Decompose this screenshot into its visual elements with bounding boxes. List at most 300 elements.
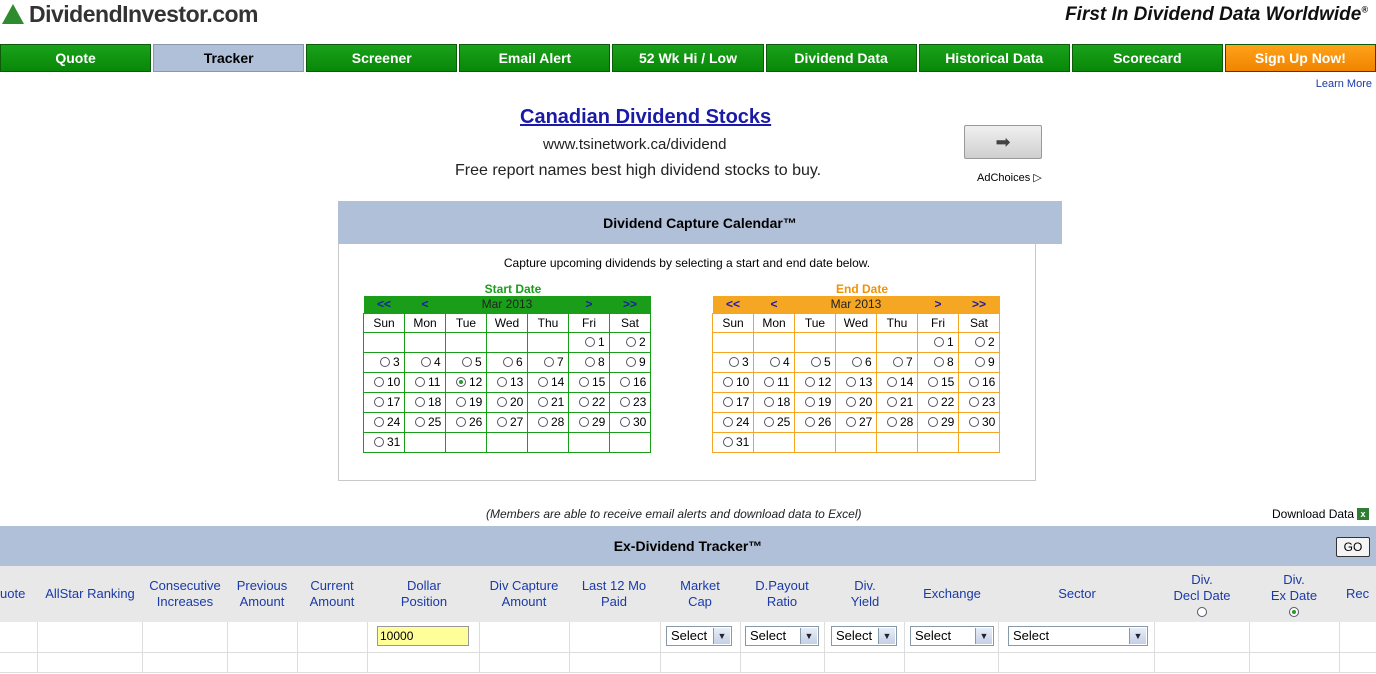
day-number: 17 <box>736 395 750 410</box>
calendar-day[interactable] <box>795 412 836 432</box>
day-radio[interactable] <box>723 437 733 447</box>
day-number: 9 <box>988 355 995 370</box>
calendar-day[interactable] <box>528 372 569 392</box>
capture-calendar-title: Dividend Capture Calendar™ <box>338 201 1062 244</box>
end-date-calendar <box>712 296 1000 453</box>
day-number: 19 <box>818 395 832 410</box>
day-number: 2 <box>639 335 646 350</box>
dow-tue: Tue <box>446 313 487 332</box>
calendar-day[interactable] <box>569 372 610 392</box>
main-nav <box>0 44 1376 72</box>
day-number: 31 <box>736 435 750 450</box>
day-number: 29 <box>592 415 606 430</box>
day-number: 12 <box>469 375 483 390</box>
day-radio[interactable] <box>969 397 979 407</box>
select-value: Select <box>1013 628 1050 643</box>
calendar-day[interactable] <box>405 392 446 412</box>
ex-date-sort-radio[interactable] <box>1289 607 1299 617</box>
ad-url[interactable]: www.tsinetwork.ca/dividend <box>543 136 727 153</box>
day-radio[interactable] <box>415 397 425 407</box>
calendar-day[interactable] <box>836 372 877 392</box>
col-previous-amount[interactable]: Previous Amount <box>236 578 288 609</box>
prev-month-button[interactable]: < <box>754 296 795 313</box>
day-number: 29 <box>941 415 955 430</box>
day-number: 18 <box>777 395 791 410</box>
day-radio[interactable] <box>811 357 821 367</box>
day-radio[interactable] <box>729 357 739 367</box>
calendar-day[interactable] <box>918 392 959 412</box>
chevron-down-icon: ▼ <box>878 628 895 644</box>
calendar-empty-cell <box>713 332 754 352</box>
day-number: 20 <box>510 395 524 410</box>
day-number: 7 <box>906 355 913 370</box>
calendar-day[interactable] <box>446 352 487 372</box>
calendar-month: Mar 2013 <box>795 296 918 313</box>
tracker-empty-row <box>0 652 1376 673</box>
day-number: 2 <box>988 335 995 350</box>
day-number: 12 <box>818 375 832 390</box>
calendar-empty-cell <box>364 332 405 352</box>
day-radio[interactable] <box>928 377 938 387</box>
day-radio[interactable] <box>928 417 938 427</box>
calendar-day[interactable] <box>836 392 877 412</box>
tagline-text: First In Dividend Data Worldwide <box>1065 4 1362 25</box>
day-radio[interactable] <box>846 417 856 427</box>
calendar-day[interactable] <box>364 372 405 392</box>
calendar-day[interactable] <box>569 392 610 412</box>
calendar-day[interactable] <box>610 412 651 432</box>
day-number: 28 <box>900 415 914 430</box>
calendar-day[interactable] <box>528 412 569 432</box>
day-radio[interactable] <box>579 397 589 407</box>
calendar-day[interactable] <box>795 392 836 412</box>
prev-year-button[interactable]: << <box>364 296 405 313</box>
day-number: 21 <box>900 395 914 410</box>
tab-sign-up[interactable]: Sign Up Now! <box>1225 44 1376 72</box>
day-radio[interactable] <box>975 337 985 347</box>
day-number: 4 <box>434 355 441 370</box>
row-divider <box>227 622 228 672</box>
day-radio[interactable] <box>626 357 636 367</box>
calendar-day[interactable] <box>918 412 959 432</box>
calendar-day[interactable] <box>569 352 610 372</box>
col-exchange[interactable]: Exchange <box>923 586 981 601</box>
col-div-ex-date-label: Div. Ex Date <box>1270 571 1318 603</box>
download-data-link[interactable] <box>1272 507 1369 521</box>
registered-mark: ® <box>1361 4 1368 15</box>
calendar-day[interactable] <box>364 412 405 432</box>
calendar-day[interactable] <box>446 412 487 432</box>
day-radio[interactable] <box>585 337 595 347</box>
calendar-empty-cell <box>836 432 877 452</box>
col-current-amount[interactable]: Current Amount <box>309 578 355 609</box>
col-dollar-position[interactable]: Dollar Position <box>400 578 448 609</box>
calendar-empty-cell <box>446 432 487 452</box>
row-divider <box>142 622 143 672</box>
dollar-position-input[interactable]: 10000 <box>377 626 469 646</box>
select-value: Select <box>836 628 873 643</box>
row-divider <box>479 622 480 672</box>
prev-month-button[interactable]: < <box>405 296 446 313</box>
calendar-day[interactable] <box>405 352 446 372</box>
dow-sat: Sat <box>959 313 1000 332</box>
calendar-day[interactable] <box>713 412 754 432</box>
members-note: (Members are able to receive email alerts and download data to Excel) <box>486 507 862 521</box>
day-radio[interactable] <box>723 377 733 387</box>
col-last-12-mo-paid[interactable]: Last 12 Mo Paid <box>581 578 647 609</box>
dow-tue: Tue <box>795 313 836 332</box>
dow-sun: Sun <box>364 313 405 332</box>
day-number: 21 <box>551 395 565 410</box>
row-divider <box>660 622 661 672</box>
row-divider <box>367 622 368 672</box>
ad-go-button[interactable] <box>964 125 1042 159</box>
tab-historical-data[interactable]: Historical Data <box>919 44 1070 72</box>
calendar-day[interactable] <box>918 332 959 352</box>
col-payout-ratio[interactable]: D.Payout Ratio <box>755 578 809 609</box>
calendar-day[interactable] <box>610 352 651 372</box>
dow-wed: Wed <box>836 313 877 332</box>
day-number: 16 <box>633 375 647 390</box>
calendar-empty-cell <box>754 432 795 452</box>
day-number: 24 <box>387 415 401 430</box>
calendar-day[interactable] <box>795 372 836 392</box>
day-number: 25 <box>777 415 791 430</box>
day-radio[interactable] <box>975 357 985 367</box>
calendar-day[interactable] <box>405 412 446 432</box>
row-divider <box>569 622 570 672</box>
tab-screener[interactable]: Screener <box>306 44 457 72</box>
day-radio[interactable] <box>887 397 897 407</box>
day-radio[interactable] <box>764 397 774 407</box>
calendar-day[interactable] <box>487 372 528 392</box>
day-radio[interactable] <box>852 357 862 367</box>
ad-description: Free report names best high dividend stocks to buy. <box>455 162 822 179</box>
calendar-day[interactable] <box>405 372 446 392</box>
day-number: 11 <box>428 375 441 390</box>
calendar-day[interactable] <box>528 392 569 412</box>
day-radio[interactable] <box>805 417 815 427</box>
day-number: 7 <box>557 355 564 370</box>
calendar-empty-cell <box>795 432 836 452</box>
select-value: Select <box>671 628 708 643</box>
calendar-day[interactable] <box>610 372 651 392</box>
day-number: 23 <box>982 395 996 410</box>
calendar-day[interactable] <box>487 412 528 432</box>
day-radio[interactable] <box>538 377 548 387</box>
day-number: 17 <box>387 395 401 410</box>
day-number: 27 <box>859 415 873 430</box>
calendar-day[interactable] <box>713 432 754 452</box>
day-radio[interactable] <box>585 357 595 367</box>
site-logo[interactable] <box>2 0 258 28</box>
day-number: 23 <box>633 395 647 410</box>
calendar-empty-cell <box>487 332 528 352</box>
day-number: 9 <box>639 355 646 370</box>
day-radio[interactable] <box>497 417 507 427</box>
dow-sun: Sun <box>713 313 754 332</box>
logo-text: DividendInvestor.com <box>29 0 259 27</box>
day-number: 15 <box>941 375 955 390</box>
day-number: 26 <box>469 415 483 430</box>
select-value: Select <box>750 628 787 643</box>
calendar-day[interactable] <box>959 372 1000 392</box>
download-data-label: Download Data <box>1272 507 1355 521</box>
arrow-right-icon: ➡ <box>995 131 1011 152</box>
row-divider <box>824 622 825 672</box>
tab-email-alert[interactable]: Email Alert <box>459 44 610 72</box>
row-divider <box>1339 622 1340 672</box>
market-cap-select[interactable] <box>666 626 732 646</box>
calendar-empty-cell <box>610 432 651 452</box>
ad-title-link[interactable]: Canadian Dividend Stocks <box>520 106 772 128</box>
adchoices-link[interactable]: AdChoices ▷ <box>977 172 1042 184</box>
day-radio[interactable] <box>380 357 390 367</box>
day-radio[interactable] <box>770 357 780 367</box>
tab-quote[interactable]: Quote <box>0 44 151 72</box>
day-radio[interactable] <box>928 397 938 407</box>
calendar-day[interactable] <box>364 352 405 372</box>
calendar-empty-cell <box>754 332 795 352</box>
day-radio[interactable] <box>462 357 472 367</box>
calendar-empty-cell <box>877 432 918 452</box>
row-divider <box>297 622 298 672</box>
day-number: 4 <box>783 355 790 370</box>
calendar-day[interactable] <box>713 392 754 412</box>
calendar-day[interactable] <box>446 392 487 412</box>
day-number: 1 <box>947 335 954 350</box>
day-number: 13 <box>859 375 873 390</box>
exchange-select[interactable] <box>910 626 994 646</box>
next-year-button[interactable]: >> <box>959 296 1000 313</box>
prev-year-button[interactable]: << <box>713 296 754 313</box>
tracker-column-headers <box>0 566 1376 622</box>
day-number: 22 <box>941 395 955 410</box>
calendar-empty-cell <box>836 332 877 352</box>
day-radio[interactable] <box>456 417 466 427</box>
day-radio[interactable] <box>415 377 425 387</box>
col-div-yield[interactable]: Div. Yield <box>850 578 880 609</box>
day-number: 8 <box>598 355 605 370</box>
chevron-down-icon: ▼ <box>800 628 817 644</box>
calendar-day[interactable] <box>959 352 1000 372</box>
tab-scorecard[interactable]: Scorecard <box>1072 44 1223 72</box>
end-date-label: End Date <box>835 282 888 296</box>
day-number: 5 <box>475 355 482 370</box>
tracker-title: Ex-Dividend Tracker™ <box>0 526 1376 566</box>
day-radio[interactable] <box>934 357 944 367</box>
select-value: Select <box>915 628 952 643</box>
day-radio[interactable] <box>415 417 425 427</box>
day-radio[interactable] <box>421 357 431 367</box>
col-div-ex-date[interactable] <box>1250 566 1338 622</box>
day-number: 31 <box>387 435 401 450</box>
calendar-day[interactable] <box>754 392 795 412</box>
col-market-cap[interactable]: Market Cap <box>680 578 720 609</box>
calendar-day[interactable] <box>836 412 877 432</box>
day-radio[interactable] <box>620 377 630 387</box>
day-radio[interactable] <box>934 337 944 347</box>
day-radio[interactable] <box>620 417 630 427</box>
dow-fri: Fri <box>569 313 610 332</box>
calendar-day[interactable] <box>364 392 405 412</box>
calendar-day[interactable] <box>795 352 836 372</box>
dow-sat: Sat <box>610 313 651 332</box>
day-radio[interactable] <box>805 377 815 387</box>
day-radio[interactable] <box>579 417 589 427</box>
day-radio[interactable] <box>544 357 554 367</box>
chevron-down-icon: ▼ <box>713 628 730 644</box>
day-radio[interactable] <box>538 417 548 427</box>
day-number: 3 <box>742 355 749 370</box>
tagline <box>1065 4 1368 26</box>
calendar-day[interactable] <box>569 412 610 432</box>
decl-date-sort-radio[interactable] <box>1197 607 1207 617</box>
div-yield-select[interactable] <box>831 626 897 646</box>
calendar-empty-cell <box>405 332 446 352</box>
day-radio[interactable] <box>620 397 630 407</box>
payout-ratio-select[interactable] <box>745 626 819 646</box>
dow-fri: Fri <box>918 313 959 332</box>
calendar-month: Mar 2013 <box>446 296 569 313</box>
tab-52wk-hi-low[interactable]: 52 Wk Hi / Low <box>612 44 763 72</box>
day-radio[interactable] <box>497 397 507 407</box>
day-radio[interactable] <box>723 397 733 407</box>
calendar-empty-cell <box>405 432 446 452</box>
day-radio[interactable] <box>764 417 774 427</box>
calendar-empty-cell <box>959 432 1000 452</box>
calendar-empty-cell <box>918 432 959 452</box>
tab-tracker[interactable]: Tracker <box>153 44 304 72</box>
next-year-button[interactable]: >> <box>610 296 651 313</box>
tab-dividend-data[interactable]: Dividend Data <box>766 44 917 72</box>
col-sector[interactable]: Sector <box>1058 586 1096 601</box>
day-number: 18 <box>428 395 442 410</box>
calendar-day[interactable] <box>959 412 1000 432</box>
day-radio[interactable] <box>579 377 589 387</box>
day-radio[interactable] <box>374 377 384 387</box>
row-divider <box>1154 622 1155 672</box>
day-radio[interactable] <box>887 377 897 387</box>
day-number: 5 <box>824 355 831 370</box>
day-number: 28 <box>551 415 565 430</box>
calendar-day[interactable] <box>610 392 651 412</box>
calendar-day[interactable] <box>569 332 610 352</box>
dow-wed: Wed <box>487 313 528 332</box>
calendar-day[interactable] <box>528 352 569 372</box>
calendar-day[interactable] <box>836 352 877 372</box>
calendar-day[interactable] <box>446 372 487 392</box>
calendar-day[interactable] <box>877 352 918 372</box>
calendar-empty-cell <box>877 332 918 352</box>
sector-select[interactable] <box>1008 626 1148 646</box>
day-radio[interactable] <box>723 417 733 427</box>
day-number: 14 <box>900 375 914 390</box>
day-number: 13 <box>510 375 524 390</box>
calendar-day[interactable] <box>487 392 528 412</box>
day-radio[interactable] <box>538 397 548 407</box>
col-div-capture-amount[interactable]: Div Capture Amount <box>489 578 559 609</box>
calendar-day[interactable] <box>754 412 795 432</box>
day-number: 16 <box>982 375 996 390</box>
capture-calendar-intro: Capture upcoming dividends by selecting a start and end date below. <box>503 256 871 270</box>
chevron-down-icon: ▼ <box>975 628 992 644</box>
calendar-empty-cell <box>795 332 836 352</box>
day-radio[interactable] <box>374 437 384 447</box>
day-radio[interactable] <box>374 417 384 427</box>
row-divider <box>998 622 999 672</box>
next-month-button[interactable]: > <box>569 296 610 313</box>
day-radio[interactable] <box>893 357 903 367</box>
next-month-button[interactable]: > <box>918 296 959 313</box>
calendar-day[interactable] <box>754 352 795 372</box>
calendar-day[interactable] <box>754 372 795 392</box>
calendar-empty-cell <box>487 432 528 452</box>
day-radio[interactable] <box>846 377 856 387</box>
day-number: 8 <box>947 355 954 370</box>
col-allstar-ranking[interactable]: AllStar Ranking <box>45 586 135 601</box>
day-radio[interactable] <box>497 377 507 387</box>
day-number: 6 <box>516 355 523 370</box>
dow-mon: Mon <box>754 313 795 332</box>
row-divider <box>740 622 741 672</box>
calendar-day[interactable] <box>877 392 918 412</box>
calendar-day[interactable] <box>487 352 528 372</box>
day-radio[interactable] <box>456 397 466 407</box>
calendar-empty-cell <box>528 332 569 352</box>
day-radio[interactable] <box>503 357 513 367</box>
calendar-day[interactable] <box>713 372 754 392</box>
day-number: 10 <box>387 375 401 390</box>
dow-mon: Mon <box>405 313 446 332</box>
calendar-day[interactable] <box>877 372 918 392</box>
calendar-day[interactable] <box>364 432 405 452</box>
go-button[interactable]: GO <box>1336 537 1370 557</box>
learn-more-link[interactable]: Learn More <box>1315 78 1372 90</box>
row-divider <box>1249 622 1250 672</box>
calendar-day[interactable] <box>610 332 651 352</box>
day-radio[interactable] <box>969 417 979 427</box>
day-number: 6 <box>865 355 872 370</box>
col-consecutive-increases[interactable]: Consecutive Increases <box>149 578 221 609</box>
day-number: 26 <box>818 415 832 430</box>
day-radio[interactable] <box>969 377 979 387</box>
day-radio[interactable] <box>887 417 897 427</box>
day-radio[interactable] <box>846 397 856 407</box>
col-div-decl-date[interactable] <box>1156 566 1248 622</box>
logo-triangle-icon <box>2 4 24 24</box>
calendar-empty-cell <box>569 432 610 452</box>
row-divider <box>37 622 38 672</box>
day-radio[interactable] <box>626 337 636 347</box>
calendar-day[interactable] <box>959 332 1000 352</box>
calendar-day[interactable] <box>877 412 918 432</box>
col-quote[interactable]: uote <box>0 586 26 601</box>
day-radio[interactable] <box>456 377 466 387</box>
calendar-day[interactable] <box>918 352 959 372</box>
day-radio[interactable] <box>374 397 384 407</box>
day-number: 15 <box>592 375 606 390</box>
day-number: 19 <box>469 395 483 410</box>
start-date-label: Start Date <box>484 282 542 296</box>
day-radio[interactable] <box>805 397 815 407</box>
calendar-day[interactable] <box>713 352 754 372</box>
day-radio[interactable] <box>764 377 774 387</box>
calendar-day[interactable] <box>959 392 1000 412</box>
col-record-date[interactable]: Rec <box>1346 586 1370 601</box>
calendar-day[interactable] <box>918 372 959 392</box>
day-number: 30 <box>982 415 996 430</box>
